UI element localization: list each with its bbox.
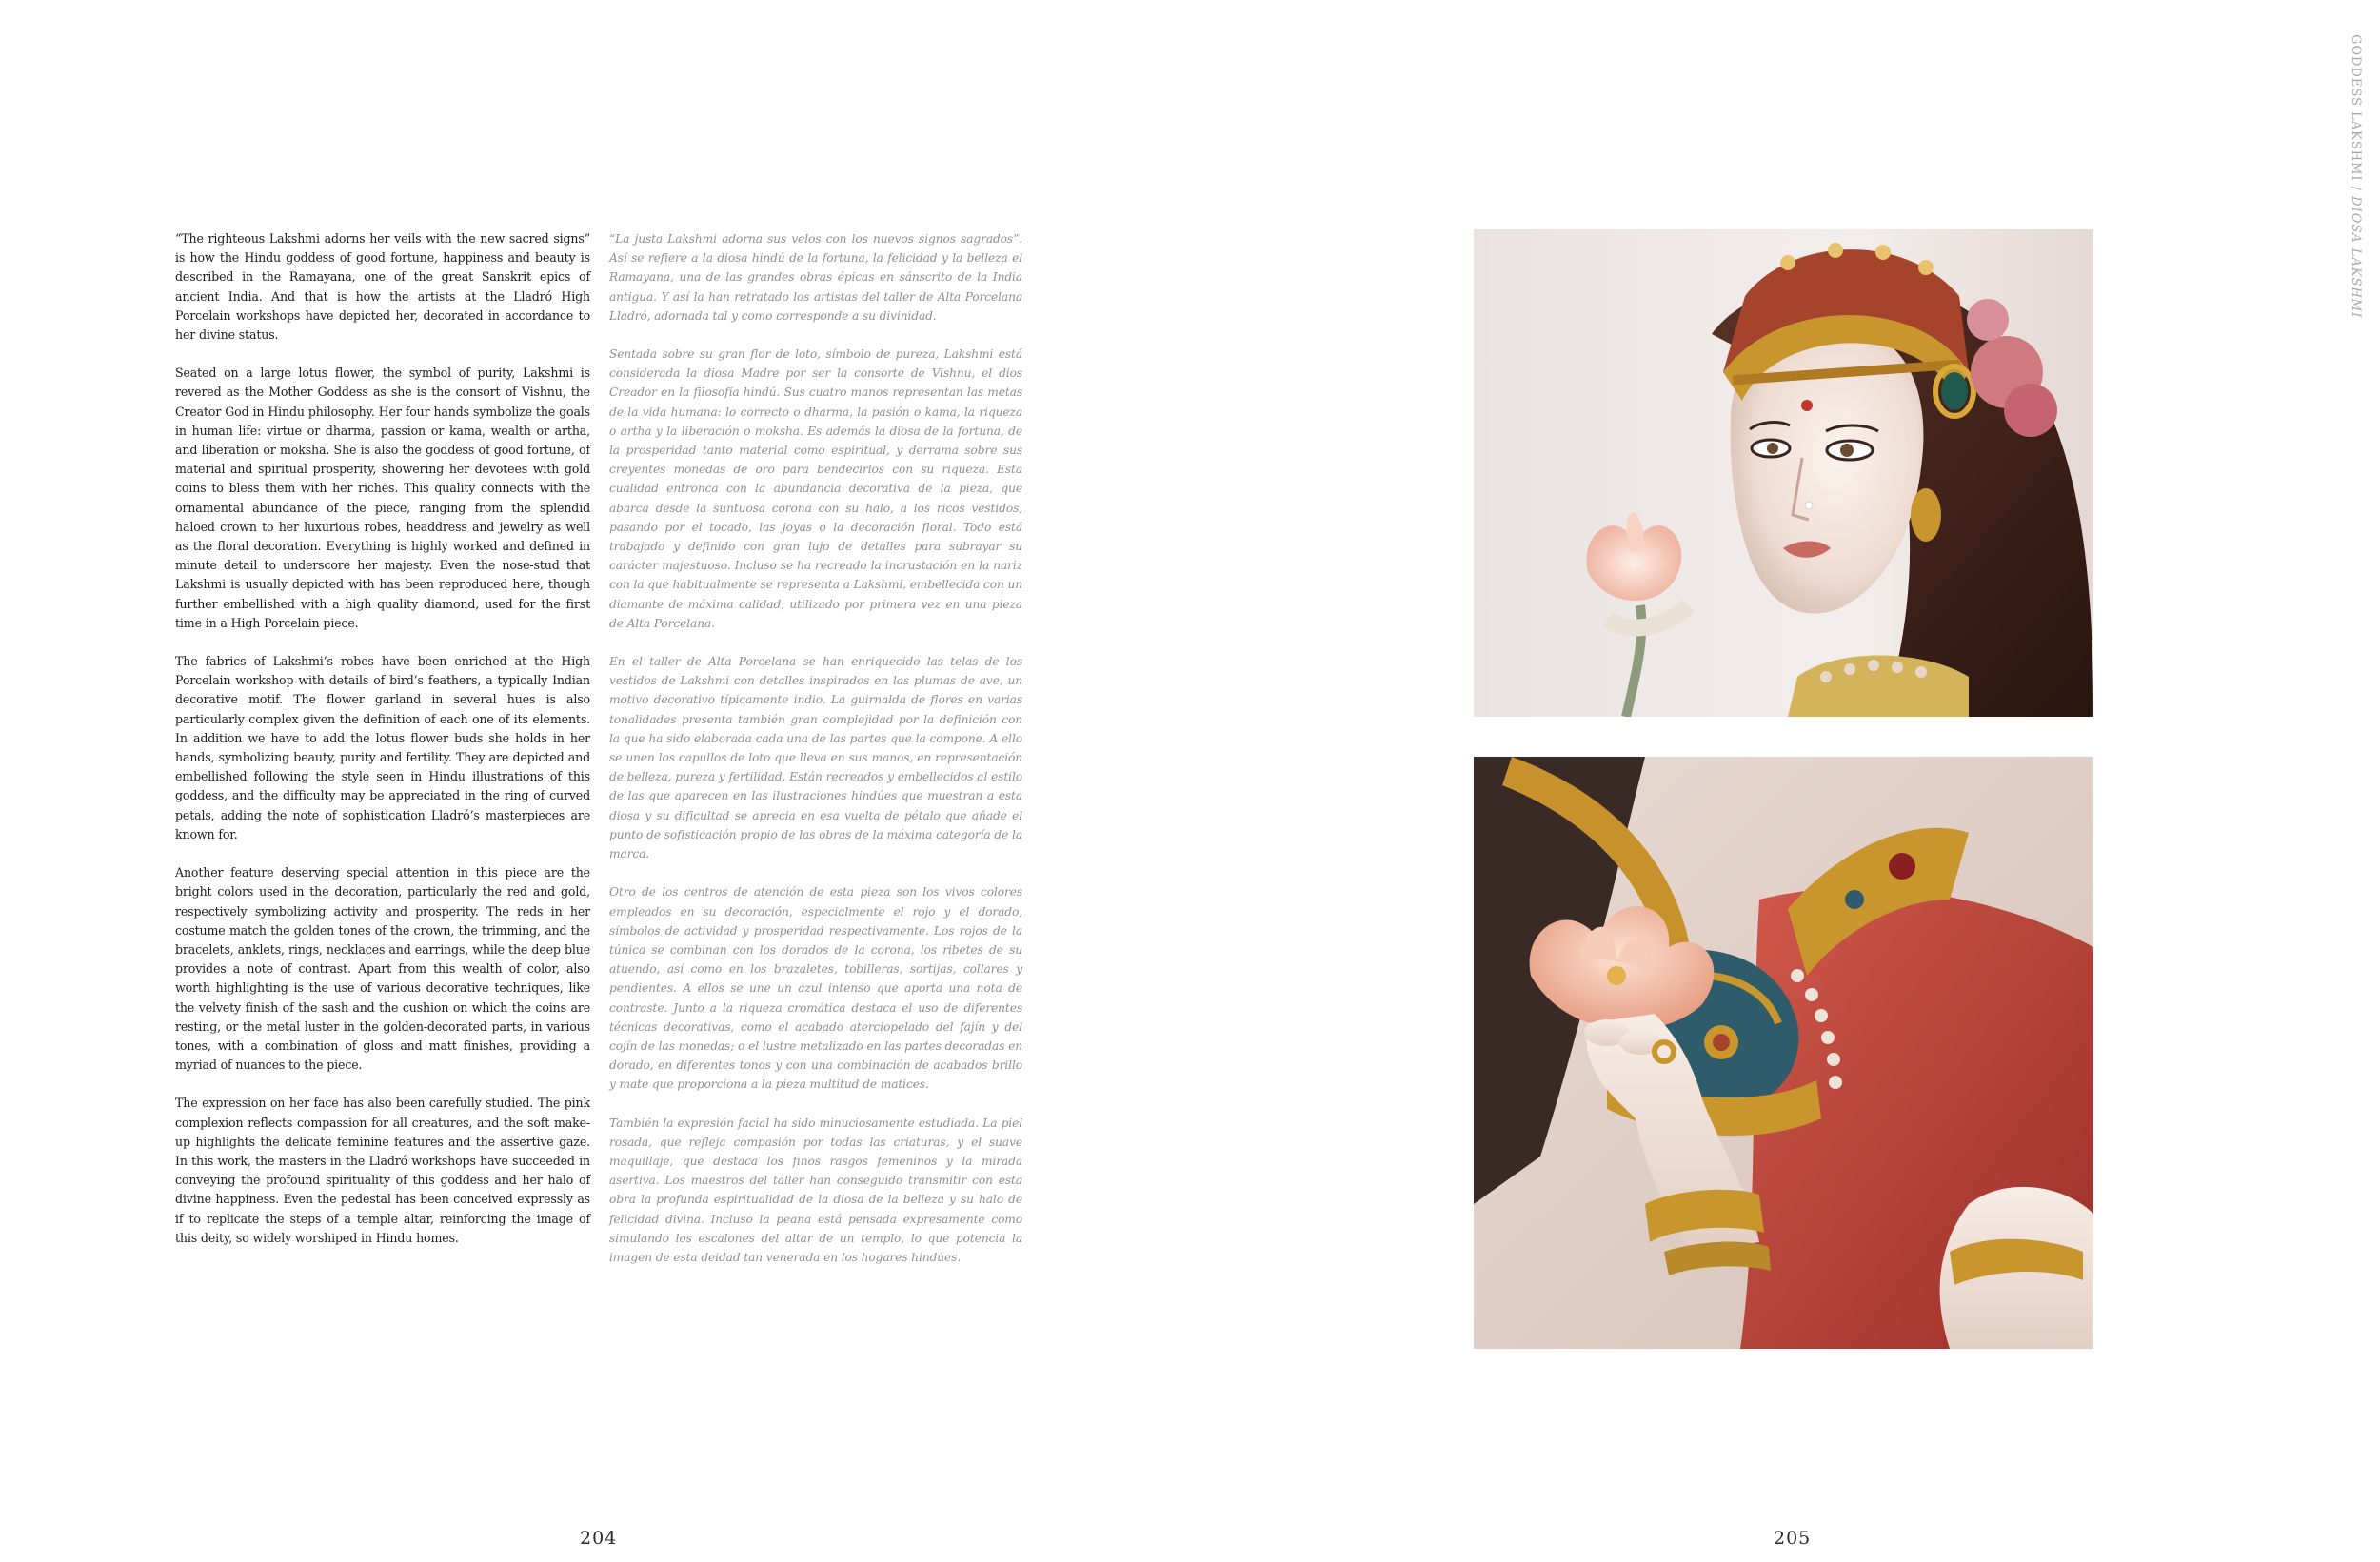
english-paragraph: Another feature deserving special attention in this piece are the bright colors used in the decoration, particularly the red and gold, respectively symbolizing activity and prosperity. The reds in her costume match the golden tones of the crown, the trimming, and the bracelets, anklets, rings, necklaces and earrings, while the deep blue provides a note of contrast. Apart from this wealth of color, also worth highlighting is the use of various decorative techniques, like the velvety finish of the sash and the cushion on which the coins are resting, or the metal luster in the golden-decorated parts, in various tones, with a combination of gloss and matt finishes, providing a myriad of nuances to the piece. xyxy=(175,865,590,1073)
running-head xyxy=(2349,34,2363,318)
spanish-paragraph: También la expresión facial ha sido minuciosamente estudiada. La piel rosada, que refleja compasión por todas las criaturas, y el suave maquillaje, que destaca los finos rasgos femeninos y la mirada asertiva. Los maestros del taller han conseguido transmitir con esta obra la profunda espiritualidad de la diosa de la belleza y su halo de felicidad divina. Incluso la peana está pensada expresamente como simulando los escalones del altar de un templo, lo que potencia la imagen de esta deidad tan venerada en los hogares hindúes. xyxy=(609,1116,1022,1264)
porcelain-face-illustration xyxy=(1474,229,2093,717)
spanish-paragraph: En el taller de Alta Porcelana se han enriquecido las telas de los vestidos de Lakshmi con detalles inspirados en las plumas de ave, un motivo decorativo típicamente indio. La guirnalda de flores en varias tonalidades presenta también gran complejidad por la definición con la que ha sido elaborada cada una de las partes que la compone. A ello se unen los capullos de loto que lleva en sus manos, en representación de belleza, pureza y fertilidad. Están recreados y embellecidos al estilo de las que aparecen en las ilustraciones hindúes que muestran a esta diosa y su dificultad se aprecia en esa vuelta de pétalo que añade el punto de sofisticación propio de las obras de la máxima categoría de la marca. xyxy=(609,655,1022,861)
english-paragraph: Seated on a large lotus flower, the symbol of purity, Lakshmi is revered as the Mother Goddess as she is the consort of Vishnu, the Creator God in Hindu philosophy. Her four hands symbolize the goals in human life: virtue or dharma, passion or kama, wealth or artha, and liberation or moksha. She is also the goddess of good fortune, of material and spiritual prosperity, showering her devotees with gold coins to bless them with her riches. This quality connects with the ornamental abundance of the piece, ranging from the splendid haloed crown to her luxurious robes, headdress and jewelry as well as the floral decoration. Everything is highly worked and defined in minute detail to underscore her majesty. Even the nose-stud that Lakshmi is usually depicted with has been reproduced here, though further embellished with a high quality diamond, used for the first time in a High Porcelain piece. xyxy=(175,366,590,630)
photo-lakshmi-hand-lotus xyxy=(1474,757,2093,1349)
english-paragraph: The fabrics of Lakshmi’s robes have been enriched at the High Porcelain workshop with details of bird’s feathers, a typically Indian decorative motif. The flower garland in several hues is also particularly complex given the definition of each one of its elements. In addition we have to add the lotus flower buds she holds in her hands, symbolizing beauty, purity and fertility. They are depicted and embellished following the style seen in Hindu illustrations of this goddess, and the difficulty may be appreciated in the ring of curved petals, adding the note of sophistication Lladró’s masterpieces are known for. xyxy=(175,654,590,841)
spanish-text-column xyxy=(609,229,1022,1286)
english-paragraph: “The righteous Lakshmi adorns her veils with the new sacred signs” is how the Hindu goddess of good fortune, happiness and beauty is described in the Ramayana, one of the great Sanskrit epics of ancient India. And that is how the artists at the Lladró High Porcelain workshops have depicted her, decorated in accordance to her divine status. xyxy=(175,231,590,343)
running-head-separator: / xyxy=(2349,181,2363,197)
english-text-column xyxy=(175,229,590,1267)
page-number-left: 204 xyxy=(580,1528,618,1549)
spanish-paragraph: “La justa Lakshmi adorna sus velos con los nuevos signos sagrados”. Así se refiere a la diosa hindú de la fortuna, la felicidad y la belleza el Ramayana, una de las grandes obras épicas en sánscrito de la India antigua. Y así la han retratado los artistas del taller de Alta Porcelana Lladró, adornada tal y como corresponde a su divinidad. xyxy=(609,232,1022,323)
running-head-spanish: DIOSA LAKSHMI xyxy=(2349,196,2363,319)
page-number-right: 205 xyxy=(1774,1528,1812,1549)
running-head-english: GODDESS LAKSHMI xyxy=(2349,34,2363,182)
photo-lakshmi-face-closeup xyxy=(1474,229,2093,717)
spanish-paragraph: Sentada sobre su gran flor de loto, símbolo de pureza, Lakshmi está considerada la diosa Madre por ser la consorte de Vishnu, el dios Creador en la filosofía hindú. Sus cuatro manos representan las metas de la vida humana: lo correcto o dharma, la pasión o kama, la riqueza o artha y la liberación o moksha. Es además la diosa de la fortuna, de la prosperidad tanto material como espiritual, y derrama sobre sus creyentes monedas de oro para bendecirlos con su riqueza. Esta cualidad entronca con la abundancia decorativa de la pieza, que abarca desde la suntuosa corona con su halo, a los ricos vestidos, pasando por el tocado, las joyas o la decoración floral. Todo está trabajado y definido con gran lujo de detalles para subrayar su carácter majestuoso. Incluso se ha recreado la incrustación en la nariz con la que habitualmente se representa a Lakshmi, embellecida con un diamante de máxima calidad, utilizado por primera vez en una pieza de Alta Porcelana. xyxy=(609,347,1022,630)
english-paragraph: The expression on her face has also been carefully studied. The pink complexion reflects compassion for all creatures, and the soft make-up highlights the delicate feminine features and the assertive gaze. In this work, the masters in the Lladró workshops have succeeded in conveying the profound spirituality of this goddess and her halo of divine happiness. Even the pedestal has been conceived expressly as if to replicate the steps of a temple altar, reinforcing the image of this deity, so widely worshiped in Hindu homes. xyxy=(175,1096,590,1245)
porcelain-hand-lotus-illustration xyxy=(1474,757,2093,1349)
spanish-paragraph: Otro de los centros de atención de esta pieza son los vivos colores empleados en su decoración, especialmente el rojo y el dorado, símbolos de actividad y prosperidad respectivamente. Los rojos de la túnica se combinan con los dorados de la corona, los ribetes de su atuendo, así como en los brazaletes, tobilleras, sortijas, collares y pendientes. A ellos se une un azul intenso que aporta una nota de contraste. Junto a la riqueza cromática destaca el uso de diferentes técnicas decorativas, como el acabado aterciopelado del fajín y del cojín de las monedas; o el lustre metalizado en las partes decoradas en dorado, en diferentes tonos y con una combinación de acabados brillo y mate que proporciona a la pieza multitud de matices. xyxy=(609,885,1022,1092)
